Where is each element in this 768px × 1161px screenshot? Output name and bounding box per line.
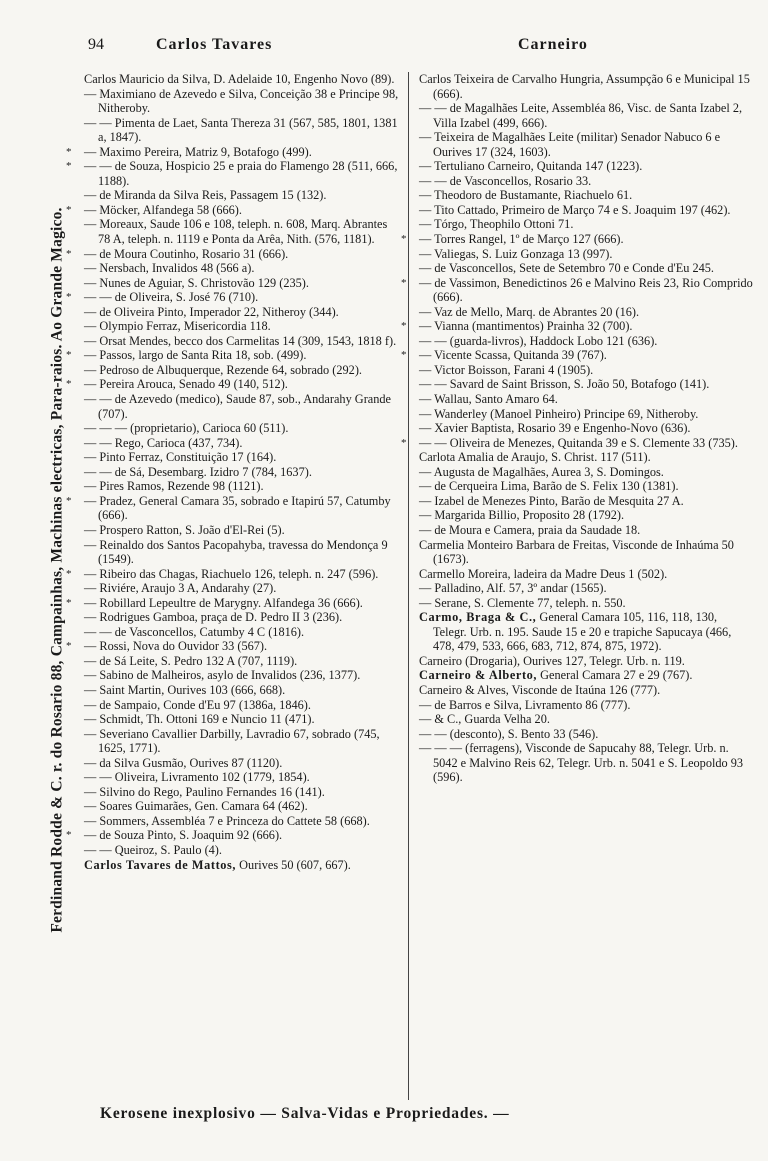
directory-entry bbox=[84, 87, 402, 116]
directory-entry bbox=[419, 581, 753, 596]
entry-text: — Xavier Baptista, Rosario 39 e Engenho-Novo (636). bbox=[419, 421, 691, 436]
directory-entry bbox=[401, 275, 753, 305]
entry-text: — Nersbach, Invalidos 48 (566 a). bbox=[84, 261, 255, 276]
directory-entry bbox=[84, 683, 402, 698]
directory-entry bbox=[84, 305, 402, 320]
directory-entry bbox=[84, 712, 402, 727]
entry-text: — — (desconto), S. Bento 33 (546). bbox=[419, 726, 599, 741]
entry-text: — Nunes de Aguiar, S. Christovão 129 (235). bbox=[84, 275, 309, 290]
directory-entry bbox=[84, 436, 402, 451]
directory-entry bbox=[419, 407, 753, 422]
entry-text: — de Vassimon, Benedictinos 26 e Malvino Reis 23, Rio Comprido (666). bbox=[419, 275, 753, 305]
entry-text: — Rossi, Nova do Ouvidor 33 (567). bbox=[84, 639, 268, 654]
entry-text: — Tito Cattado, Primeiro de Março 74 e S. Joaquim 197 (462). bbox=[419, 202, 731, 217]
entry-text: — de Miranda da Silva Reis, Passagem 15 (132). bbox=[84, 188, 327, 203]
entry-text: — Teixeira de Magalhães Leite (militar) Senador Nabuco 6 e Ourives 17 (324, 1603). bbox=[419, 130, 721, 159]
directory-entry bbox=[419, 727, 753, 742]
entry-text: Carneiro (Drogaria), Ourives 127, Telegr. Urb. n. 119. bbox=[419, 653, 685, 668]
entry-text: — Margarida Billio, Proposito 28 (1792). bbox=[419, 508, 625, 523]
entry-text: — — de Magalhães Leite, Assembléa 86, Visc. de Santa Izabel 2, Villa Izabel (499, 666). bbox=[419, 101, 743, 130]
directory-entry bbox=[84, 654, 402, 669]
directory-entry bbox=[66, 159, 402, 188]
entry-marker: * bbox=[66, 203, 72, 216]
entry-marker: * bbox=[66, 567, 72, 580]
directory-entry bbox=[84, 814, 402, 829]
entry-firm-name: Carmo, Braga & C., bbox=[419, 610, 537, 625]
entry-text: — Vaz de Mello, Marq. de Abrantes 20 (16). bbox=[419, 304, 640, 319]
entry-text: — Riviére, Araujo 3 A, Andarahy (27). bbox=[84, 581, 277, 596]
entry-text: — Silvino do Rego, Paulino Fernandes 16 (141). bbox=[84, 784, 325, 799]
entry-text: — — (guarda-livros), Haddock Lobo 121 (636). bbox=[419, 333, 658, 348]
entry-marker: * bbox=[66, 640, 72, 653]
entry-text: — de Barros e Silva, Livramento 86 (777). bbox=[419, 697, 631, 712]
directory-entry bbox=[84, 392, 402, 421]
directory-entry bbox=[66, 639, 402, 654]
directory-entry bbox=[84, 261, 402, 276]
entry-text: — Serane, S. Clemente 77, teleph. n. 550. bbox=[419, 595, 626, 610]
entry-text: — — de Vasconcellos, Catumby 4 C (1816). bbox=[84, 624, 305, 639]
entry-text: — — de Souza, Hospicio 25 e praia do Flamengo 28 (511, 666, 1188). bbox=[84, 159, 398, 188]
directory-entry bbox=[419, 523, 753, 538]
directory-entry bbox=[419, 610, 753, 654]
entry-text: — — de Azevedo (medico), Saude 87, sob., Andarahy Grande (707). bbox=[84, 392, 391, 421]
entry-text: Carlos Teixeira de Carvalho Hungria, Assumpção 6 e Municipal 15 (666). bbox=[419, 72, 750, 101]
directory-entry bbox=[84, 858, 402, 873]
entry-text: — Prospero Ratton, S. João d'El-Rei (5). bbox=[84, 522, 285, 537]
entry-text: — Vianna (mantimentos) Prainha 32 (700). bbox=[419, 319, 633, 334]
side-advertisement-text: Ferdinand Rodde & C. r. do Rosario 88, Campainhas, Machinas electricas, Para-raios. Ao Grande Magico. bbox=[49, 207, 67, 933]
directory-entry bbox=[66, 290, 402, 305]
directory-entry bbox=[419, 421, 753, 436]
directory-entry bbox=[419, 683, 753, 698]
entry-text: — Orsat Mendes, becco dos Carmelitas 14 (309, 1543, 1818 f). bbox=[84, 333, 397, 348]
entry-marker: * bbox=[66, 378, 72, 391]
directory-entry bbox=[66, 246, 402, 262]
directory-entry bbox=[419, 741, 753, 785]
entry-text: Carlos Mauricio da Silva, D. Adelaide 10, Engenho Novo (89). bbox=[84, 72, 395, 86]
entry-text: — — Oliveira de Menezes, Quitanda 39 e S. Clemente 33 (735). bbox=[419, 435, 738, 450]
entry-text: — da Silva Gusmão, Ourives 87 (1120). bbox=[84, 755, 283, 770]
directory-entry bbox=[84, 610, 402, 625]
entry-text: — Victor Boisson, Farani 4 (1905). bbox=[419, 362, 594, 377]
directory-entry bbox=[84, 538, 402, 567]
directory-entry bbox=[84, 479, 402, 494]
entry-text: — de Moura e Camera, praia da Saudade 18. bbox=[419, 522, 641, 537]
entry-text: — Tórgo, Theophilo Ottoni 71. bbox=[419, 217, 574, 232]
entry-text: — Tertuliano Carneiro, Quitanda 147 (1223). bbox=[419, 159, 643, 174]
entry-text: — Rodrigues Gamboa, praça de D. Pedro II 3 (236). bbox=[84, 610, 343, 625]
directory-entry bbox=[84, 625, 402, 640]
entry-text: — Severiano Cavallier Darbilly, Lavradio 67, sobrado (745, 1625, 1771). bbox=[84, 726, 380, 756]
footer-advertisement: Kerosene inexplosivo — Salva-Vidas e Propriedades. — bbox=[100, 1105, 510, 1122]
entry-marker: * bbox=[66, 494, 72, 507]
entry-text: — Pires Ramos, Rezende 98 (1121). bbox=[84, 479, 264, 494]
directory-entry bbox=[66, 348, 402, 363]
entry-text: — de Oliveira Pinto, Imperador 22, Nitheroy (344). bbox=[84, 304, 339, 319]
entry-marker: * bbox=[401, 436, 407, 449]
entry-text: — — Queiroz, S. Paulo (4). bbox=[84, 842, 222, 857]
right-running-title: Carneiro bbox=[518, 36, 588, 53]
entry-marker: * bbox=[401, 349, 407, 362]
directory-entry bbox=[401, 435, 753, 451]
entry-marker: * bbox=[66, 596, 72, 609]
entry-marker: * bbox=[66, 829, 72, 842]
entry-text: — — de Sá, Desembarg. Izidro 7 (784, 1637). bbox=[84, 464, 312, 479]
directory-entry bbox=[419, 698, 753, 713]
entry-text: — Olympio Ferraz, Misericordia 118. bbox=[84, 319, 271, 334]
directory-entry bbox=[419, 392, 753, 407]
directory-entry bbox=[84, 756, 402, 771]
entry-text: — Sommers, Assembléa 7 e Princeza do Cattete 58 (668). bbox=[84, 813, 370, 828]
directory-entry bbox=[419, 654, 753, 669]
directory-entry bbox=[84, 363, 402, 378]
directory-entry bbox=[419, 159, 753, 174]
directory-entry bbox=[84, 72, 402, 87]
entry-text: Carneiro & Alves, Visconde de Itaúna 126 (777). bbox=[419, 682, 661, 697]
entry-text: — — — (proprietario), Carioca 60 (511). bbox=[84, 421, 289, 436]
directory-entry bbox=[66, 566, 402, 582]
entry-text: — Passos, largo de Santa Rita 18, sob. (499). bbox=[84, 348, 307, 363]
directory-entry bbox=[419, 217, 753, 232]
directory-entry bbox=[401, 319, 753, 334]
entry-text: — Reinaldo dos Santos Pacopahyba, travessa do Mendonça 9 (1549). bbox=[84, 537, 388, 567]
left-column bbox=[66, 72, 408, 1100]
directory-entry bbox=[419, 334, 753, 349]
entry-text: General Camara 27 e 29 (767). bbox=[537, 668, 693, 683]
directory-columns bbox=[66, 72, 754, 1100]
entry-marker: * bbox=[66, 160, 72, 173]
entry-text: Ourives 50 (607, 667). bbox=[236, 857, 351, 872]
left-running-title: Carlos Tavares bbox=[156, 36, 273, 53]
entry-text: — de Sá Leite, S. Pedro 132 A (707, 1119). bbox=[84, 653, 298, 668]
entry-text: Carlota Amalia de Araujo, S. Christ. 117 (511). bbox=[419, 450, 651, 465]
entry-text: Carmelia Monteiro Barbara de Freitas, Visconde de Inhaúma 50 (1673). bbox=[419, 537, 734, 567]
entry-text: — Valiegas, S. Luiz Gonzaga 13 (997). bbox=[419, 246, 613, 261]
directory-entry bbox=[84, 668, 402, 683]
entry-text: — Pedroso de Albuquerque, Rezende 64, sobrado (292). bbox=[84, 362, 362, 377]
entry-text: Carmello Moreira, ladeira da Madre Deus 1 (502). bbox=[419, 566, 668, 581]
entry-text: — & C., Guarda Velha 20. bbox=[419, 712, 550, 727]
directory-entry bbox=[84, 319, 402, 334]
entry-marker: * bbox=[401, 320, 407, 333]
directory-entry bbox=[84, 770, 402, 785]
directory-entry bbox=[84, 785, 402, 800]
entry-text: — Palladino, Alf. 57, 3º andar (1565). bbox=[419, 581, 607, 596]
entry-marker: * bbox=[66, 291, 72, 304]
entry-text: — Sabino de Malheiros, asylo de Invalidos (236, 1377). bbox=[84, 668, 361, 683]
entry-text: — — de Oliveira, S. José 76 (710). bbox=[84, 290, 259, 305]
directory-entry bbox=[84, 698, 402, 713]
directory-entry bbox=[84, 727, 402, 756]
entry-marker: * bbox=[66, 349, 72, 362]
directory-entry bbox=[84, 450, 402, 465]
entry-text: — Pereira Arouca, Senado 49 (140, 512). bbox=[84, 377, 288, 392]
directory-entry bbox=[419, 188, 753, 203]
directory-entry bbox=[66, 828, 402, 843]
entry-text: — — Savard de Saint Brisson, S. João 50, Botafogo (141). bbox=[419, 377, 710, 392]
entry-text: — Wanderley (Manoel Pinheiro) Principe 69, Nitheroby. bbox=[419, 406, 699, 421]
entry-text: — de Souza Pinto, S. Joaquim 92 (666). bbox=[84, 828, 283, 843]
entry-firm-name: Carneiro & Alberto, bbox=[419, 668, 538, 683]
directory-entry bbox=[66, 202, 402, 218]
entry-text: — de Moura Coutinho, Rosario 31 (666). bbox=[84, 246, 289, 261]
entry-text: — Möcker, Alfandega 58 (666). bbox=[84, 202, 242, 217]
directory-entry bbox=[66, 377, 402, 392]
entry-text: General Camara 105, 116, 118, 130, Telegr. Urb. n. 195. Saude 15 e 20 e trapiche Sapucaya (466, 478, 479, 533, 666, 683, 712, 874, 875, 1972). bbox=[433, 610, 732, 654]
entry-text: — Izabel de Menezes Pinto, Barão de Mesquita 27 A. bbox=[419, 493, 684, 508]
directory-entry bbox=[419, 377, 753, 392]
directory-entry bbox=[419, 712, 753, 727]
directory-entry bbox=[419, 494, 753, 509]
directory-entry bbox=[84, 465, 402, 480]
directory-entry bbox=[84, 276, 402, 291]
entry-text: — — de Vasconcellos, Rosario 33. bbox=[419, 173, 592, 188]
directory-entry bbox=[84, 116, 402, 145]
entry-text: — Schmidt, Th. Ottoni 169 e Nuncio 11 (471). bbox=[84, 712, 315, 727]
entry-text: — Ribeiro das Chagas, Riachuelo 126, teleph. n. 247 (596). bbox=[84, 566, 379, 581]
directory-entry bbox=[419, 261, 753, 276]
directory-entry bbox=[419, 305, 753, 320]
directory-entry bbox=[419, 479, 753, 494]
entry-marker: * bbox=[66, 145, 72, 158]
directory-entry bbox=[419, 596, 753, 611]
directory-entry bbox=[84, 581, 402, 596]
directory-entry bbox=[84, 843, 402, 858]
entry-text: — de Cerqueira Lima, Barão de S. Felix 130 (1381). bbox=[419, 479, 679, 494]
directory-entry bbox=[419, 567, 753, 582]
entry-text: — Moreaux, Saude 106 e 108, teleph. n. 608, Marq. Abrantes 78 A, teleph. n. 1119 e Ponta da Arêa, Nith. (576, 1181). bbox=[84, 217, 388, 247]
entry-text: — — Rego, Carioca (437, 734). bbox=[84, 435, 243, 450]
directory-entry bbox=[419, 538, 753, 567]
directory-entry bbox=[419, 247, 753, 262]
page-header bbox=[88, 36, 748, 60]
entry-text: — Wallau, Santo Amaro 64. bbox=[419, 392, 558, 407]
directory-entry bbox=[419, 72, 753, 101]
entry-text: — Soares Guimarães, Gen. Camara 64 (462). bbox=[84, 799, 308, 814]
directory-entry bbox=[66, 595, 402, 611]
entry-text: — Robillard Lepeultre de Marygny. Alfandega 36 (666). bbox=[84, 595, 363, 610]
directory-entry bbox=[84, 799, 402, 814]
entry-text: — — — (ferragens), Visconde de Sapucahy 88, Telegr. Urb. n. 5042 e Malvino Reis 62, Telegr. Urb. n. 5041 e S. Leopoldo 93 (596). bbox=[419, 741, 744, 785]
entry-marker: * bbox=[401, 233, 407, 246]
directory-entry bbox=[419, 174, 753, 189]
entry-firm-name: Carlos Tavares de Mattos, bbox=[84, 857, 237, 872]
directory-entry bbox=[419, 450, 753, 465]
entry-marker: * bbox=[66, 247, 72, 260]
directory-entry bbox=[401, 348, 753, 363]
entry-text: — — Oliveira, Livramento 102 (1779, 1854). bbox=[84, 770, 310, 785]
entry-text: — Pinto Ferraz, Constituição 17 (164). bbox=[84, 450, 277, 465]
entry-text: — Saint Martin, Ourives 103 (666, 668). bbox=[84, 682, 286, 697]
entry-text: — Vicente Scassa, Quitanda 39 (767). bbox=[419, 348, 607, 363]
directory-entry bbox=[66, 144, 402, 160]
entry-text: — Maximiano de Azevedo e Silva, Conceição 38 e Principe 98, Nitheroby. bbox=[84, 86, 399, 116]
directory-entry bbox=[419, 363, 753, 378]
directory-entry bbox=[84, 421, 402, 436]
directory-entry bbox=[419, 101, 753, 130]
entry-marker: * bbox=[401, 276, 407, 289]
directory-entry bbox=[419, 668, 753, 683]
entry-text: — — Pimenta de Laet, Santa Thereza 31 (567, 585, 1801, 1381 a, 1847). bbox=[84, 115, 398, 145]
directory-entry bbox=[419, 130, 753, 159]
right-column bbox=[401, 72, 753, 1100]
directory-entry bbox=[419, 203, 753, 218]
entry-text: — Torres Rangel, 1º de Março 127 (666). bbox=[419, 232, 624, 247]
entry-text: — Maximo Pereira, Matriz 9, Botafogo (499). bbox=[84, 144, 312, 159]
directory-entry bbox=[84, 217, 402, 246]
directory-entry bbox=[419, 465, 753, 480]
directory-entry bbox=[84, 334, 402, 349]
entry-text: — Augusta de Magalhães, Aurea 3, S. Domingos. bbox=[419, 464, 664, 479]
entry-text: — Pradez, General Camara 35, sobrado e Itapirú 57, Catumby (666). bbox=[84, 493, 391, 523]
page-number: 94 bbox=[88, 36, 104, 53]
directory-entry bbox=[84, 188, 402, 203]
entry-text: — Theodoro de Bustamante, Riachuelo 61. bbox=[419, 188, 633, 203]
entry-text: — de Sampaio, Conde d'Eu 97 (1386a, 1846). bbox=[84, 697, 311, 712]
directory-entry bbox=[401, 232, 753, 247]
directory-entry bbox=[84, 523, 402, 538]
directory-entry bbox=[419, 508, 753, 523]
directory-entry bbox=[66, 493, 402, 523]
entry-text: — de Vasconcellos, Sete de Setembro 70 e Conde d'Eu 245. bbox=[419, 261, 715, 276]
